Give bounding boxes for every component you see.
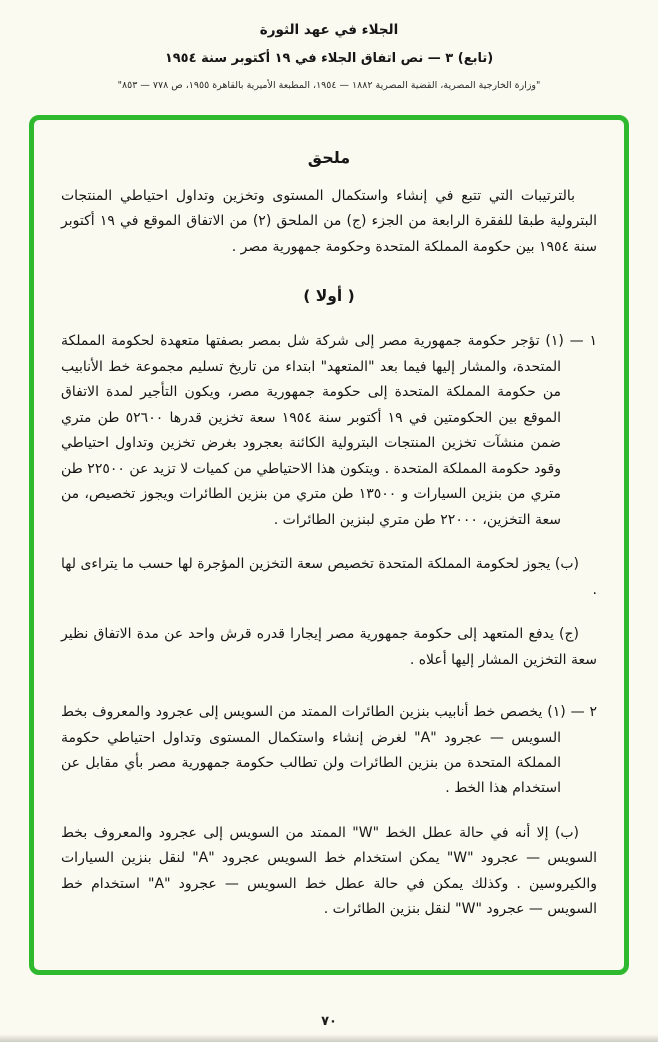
clause-paragraph-1-1 bbox=[61, 329, 597, 533]
clause-label: (ب) bbox=[554, 556, 579, 573]
green-content-frame bbox=[29, 115, 629, 975]
page-header bbox=[16, 22, 642, 91]
clause-paragraph-2-b bbox=[61, 821, 597, 923]
source-citation: "وزارة الخارجية المصرية، القضية المصرية ١٨٨٢ — ١٩٥٤، المطبعة الأميرية بالقاهرة ١٩٥٥، ص ٧٧٨ — ٨٥٣" bbox=[117, 80, 541, 91]
document-subtitle: (تابع) ٣ — نص اتفاق الجلاء في ١٩ أكتوبر سنة ١٩٥٤ bbox=[164, 51, 494, 66]
clause-paragraph-1-c bbox=[61, 622, 597, 673]
document-title: الجلاء في عهد الثورة bbox=[259, 22, 399, 38]
clause-text: إلا أنه في حالة عطل الخط "W" الممتد من السويس إلى عجرود والمعروف بخط السويس — عجرود "W" يمكن استخدام خط السويس عجرود "A" لنقل بنزين السيارات والكيروسين . وكذلك يمكن في حالة عطل خط السويس — عجرود "A" استخدام خط السويس — عجرود "W" لنقل بنزين الطائرات . bbox=[61, 824, 597, 918]
appendix-title: ملحق bbox=[307, 148, 351, 167]
clause-label: (ب) bbox=[554, 824, 580, 841]
clause-text: يدفع المتعهد إلى حكومة جمهورية مصر إيجارا قدره قرش واحد عن مدة الاتفاق نظير سعة التخزين المشار إليها أعلاه . bbox=[61, 626, 597, 668]
clause-label: ٢ — (١) bbox=[547, 704, 597, 721]
clause-label: (ج) bbox=[559, 626, 580, 643]
intro-paragraph: بالترتيبات التي تتبع في إنشاء واستكمال المستوى وتخزين وتداول احتياطي المنتجات البترولية طبقا للفقرة الرابعة من الجزء (ج) من الملحق (٢) من الاتفاق الموقع في ١٩ أكتوبر سنة ١٩٥٤ بين حكومة المملكة المتحدة وحكومة جمهورية مصر . bbox=[61, 188, 597, 255]
section-title: ( أولا ) bbox=[303, 287, 355, 306]
clause-paragraph-1-b bbox=[61, 552, 597, 603]
clause-text: يجوز لحكومة المملكة المتحدة تخصيص سعة التخزين المؤجرة لها حسب ما يتراءى لها . bbox=[61, 556, 597, 598]
clause-label: ١ — (١) bbox=[545, 333, 597, 350]
clause-paragraph-2-1 bbox=[61, 700, 597, 802]
clause-text: تؤجر حكومة جمهورية مصر إلى شركة شل بمصر بصفتها متعهدة لحكومة المملكة المتحدة، والمشار إليها فيما بعد "المتعهد" ابتداء من تاريخ تسليم مجموعة خط الأنابيب من حكومة المملكة المتحدة إلى حكومة جمهورية مصر، ويكون التأجير لمدة الاتفاق الموقع بين الحكومتين في ١٩ أكتوبر سنة ١٩٥٤ سعة تخزين قدرها ٥٢٦٠٠ طن متري ضمن منشآت تخزين المنتجات البترولية الكائنة بعجرود بغرض تخزين وتداول احتياطي وقود حكومة المملكة المتحدة . ويتكون هذا الاحتياطي من كميات لا تزيد عن ٢٢٥٠٠ طن متري من بنزين السيارات و ١٣٥٠٠ طن متري من بنزين الطائرات ويجوز تخصيص، من سعة التخزين، ٢٢٠٠٠ طن متري لبنزين الطائرات . bbox=[61, 333, 562, 528]
clause-text: يخصص خط أنابيب بنزين الطائرات الممتد من السويس إلى عجرود والمعروف بخط السويس — عجرود "A" لغرض إنشاء واستكمال المستوى وتداول احتياطي حكومة المملكة المتحدة من بنزين الطائرات ولن تطالب حكومة جمهورية مصر بأي مقابل عن استخدام هذا الخط . bbox=[61, 704, 561, 797]
page-number: ٧٠ bbox=[321, 1014, 337, 1029]
